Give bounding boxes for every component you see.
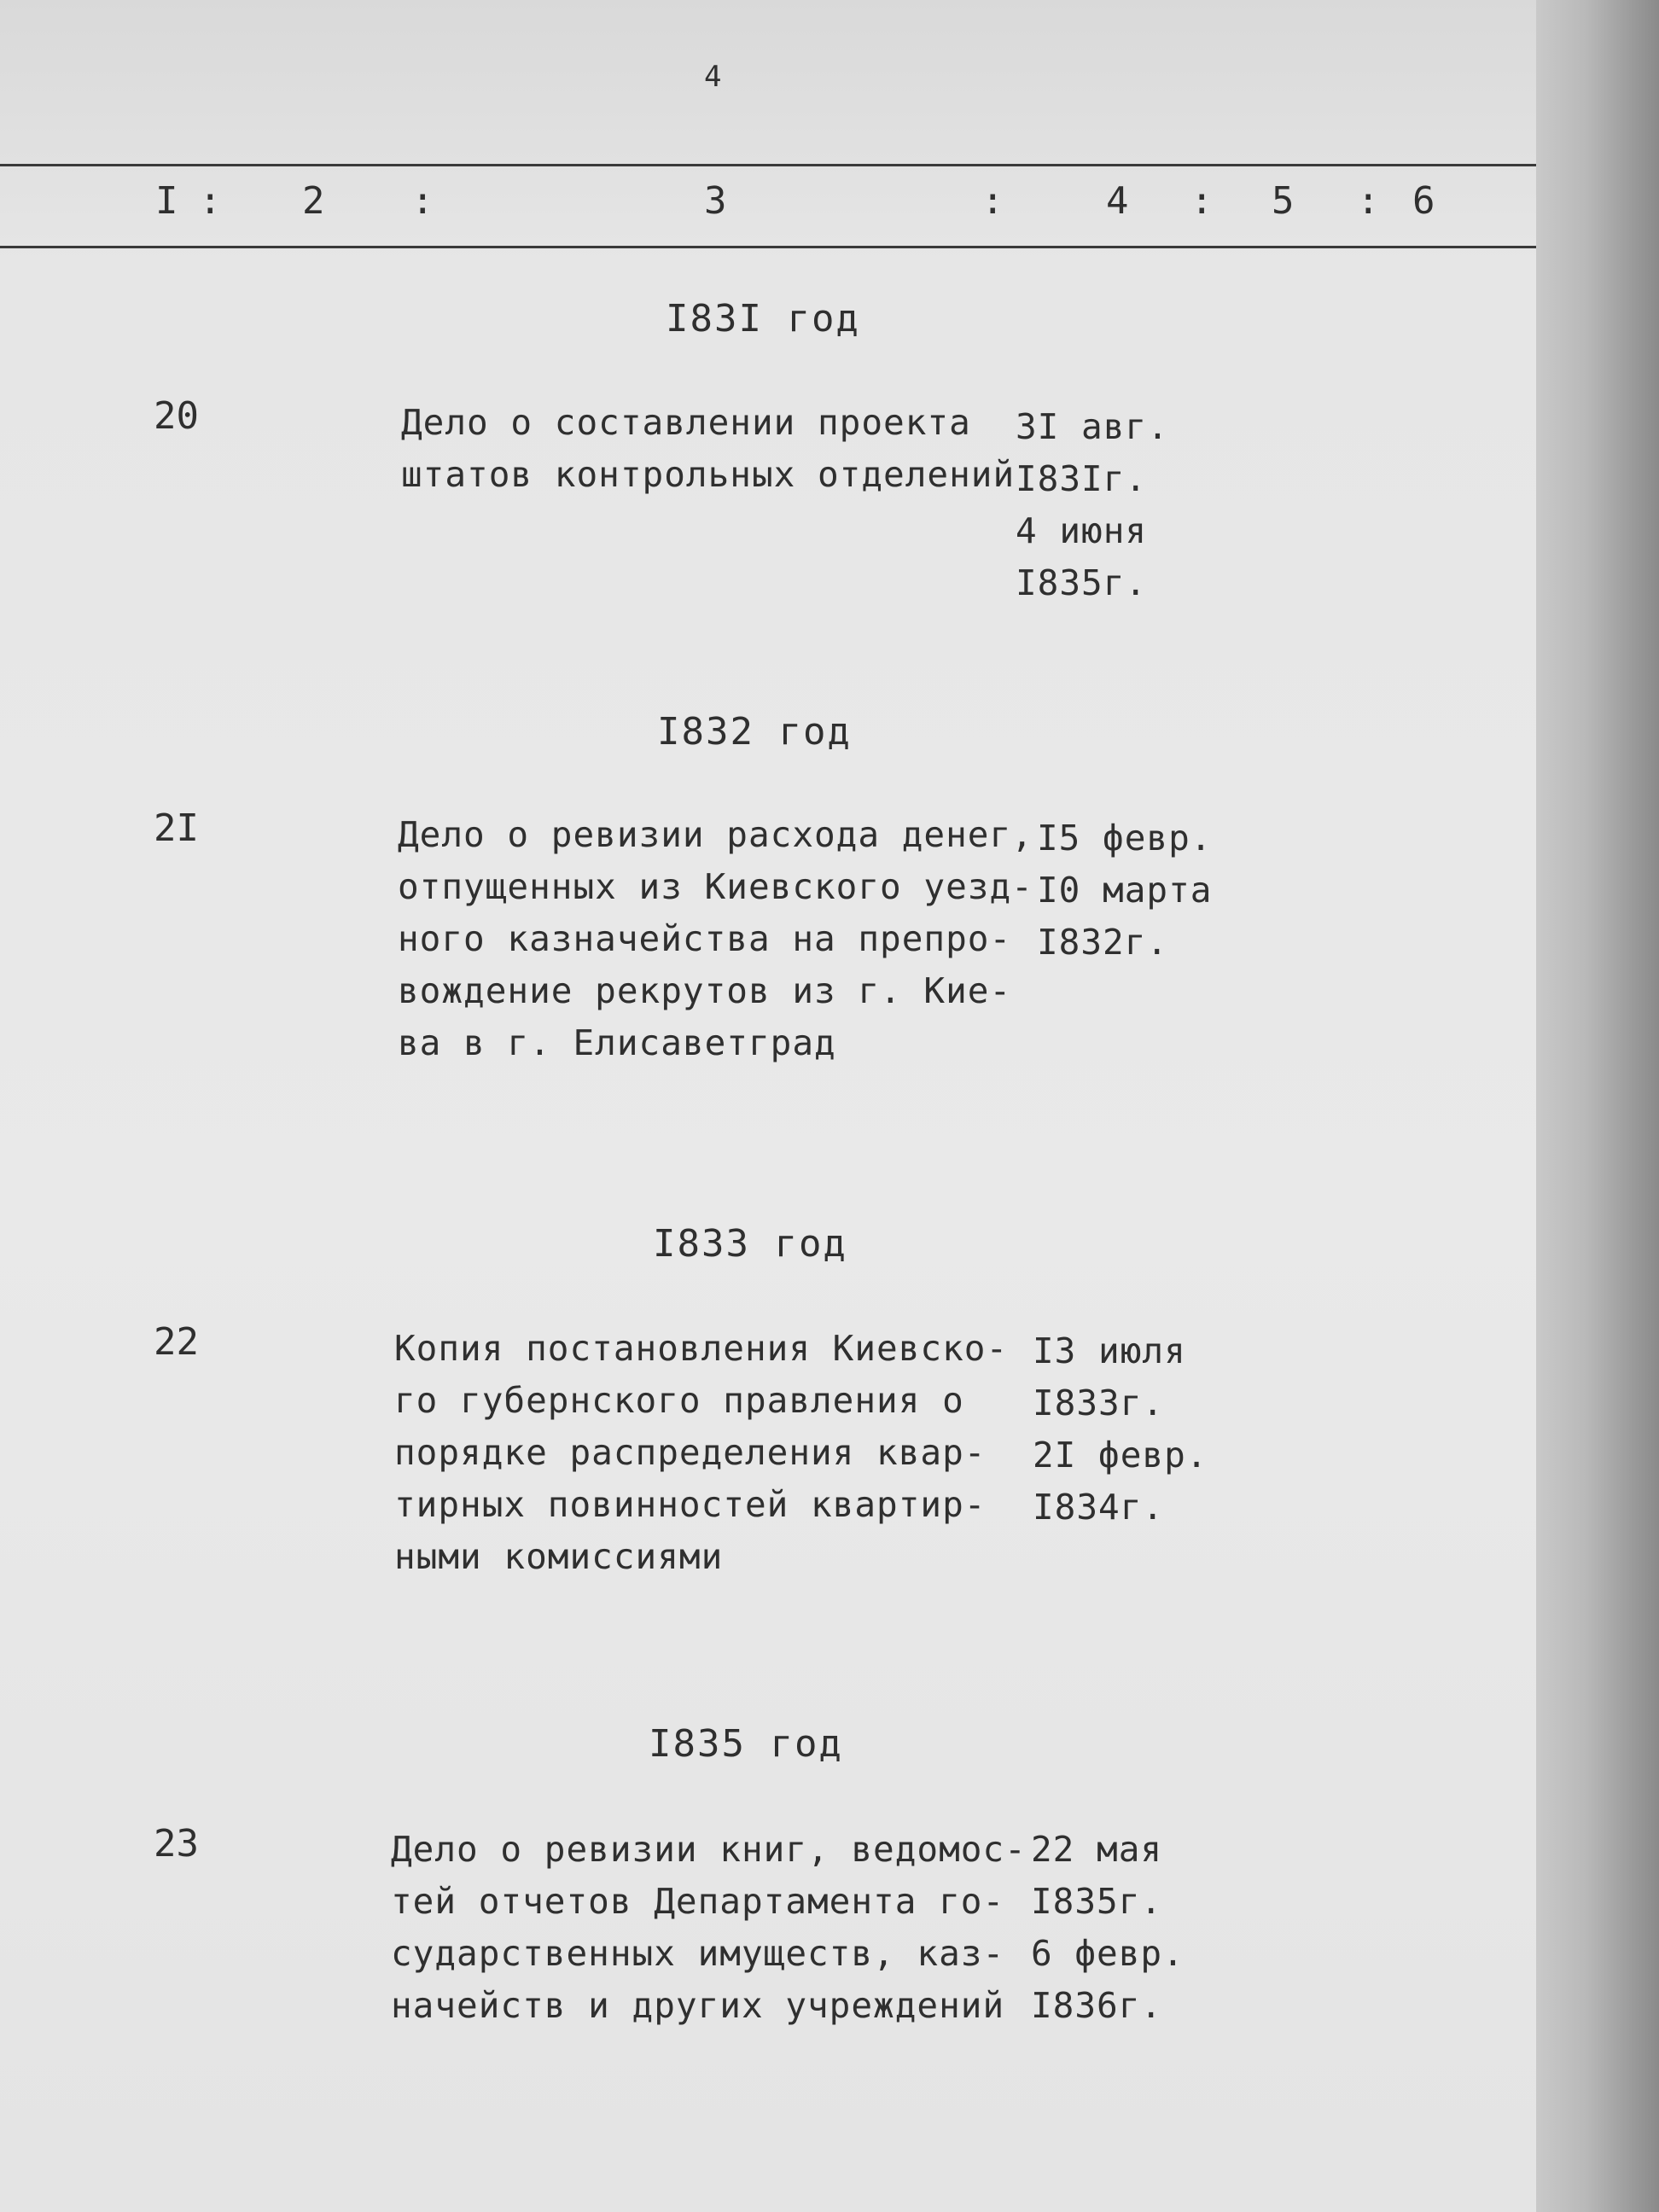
entry-dates: 22 мая I835г. 6 февр. I836г.: [1031, 1829, 1185, 2026]
entry-title: Дело о ревизии книг, ведомос- тей отчетов Департамента го- сударственных имуществ, каз- начейств и других учреждений: [391, 1829, 1027, 2026]
column-header-separator: :: [981, 179, 1006, 223]
table-header-top-rule: [0, 164, 1536, 166]
entry-number: 23: [154, 1822, 199, 1866]
column-header-3: 3: [704, 179, 729, 223]
year-heading: I833 год: [653, 1222, 847, 1266]
year-heading: I832 год: [657, 710, 852, 754]
column-header-4: 4: [1106, 179, 1131, 223]
entry-title: Дело о ревизии расхода денег, отпущенных из Киевского уезд- ного казначейства на препро- вождение рекрутов из г. Кие- ва в г. Елисаветград: [398, 814, 1033, 1063]
entry-number: 22: [154, 1320, 199, 1364]
column-header-separator: :: [1190, 179, 1215, 223]
entry-number: 20: [154, 394, 199, 438]
column-header-separator: :: [1357, 179, 1382, 223]
page-edge-shadow: [1536, 0, 1659, 2212]
column-header-separator: :: [199, 179, 224, 223]
year-heading: I83I год: [666, 297, 860, 341]
column-header-2: 2: [302, 179, 327, 223]
entry-title: Копия постановления Киевско- го губернского правления о порядке распределения квар- тирных повинностей квартир- ными комиссиями: [394, 1328, 1009, 1577]
entry-number: 2I: [154, 806, 199, 850]
column-header-separator: :: [411, 179, 436, 223]
page-number: 4: [704, 60, 722, 94]
column-header-6: 6: [1412, 179, 1437, 223]
entry-dates: 3I авг. I83Iг. 4 июня I835г.: [1016, 406, 1169, 603]
column-header-5: 5: [1272, 179, 1296, 223]
table-header-bottom-rule: [0, 246, 1536, 248]
entry-dates: I3 июля I833г. 2I февр. I834г.: [1033, 1330, 1208, 1528]
year-heading: I835 год: [649, 1722, 843, 1766]
entry-title: Дело о составлении проекта штатов контрольных отделений: [401, 402, 1016, 495]
entry-dates: I5 февр. I0 марта I832г.: [1037, 818, 1213, 963]
column-header-1: I: [155, 179, 180, 223]
